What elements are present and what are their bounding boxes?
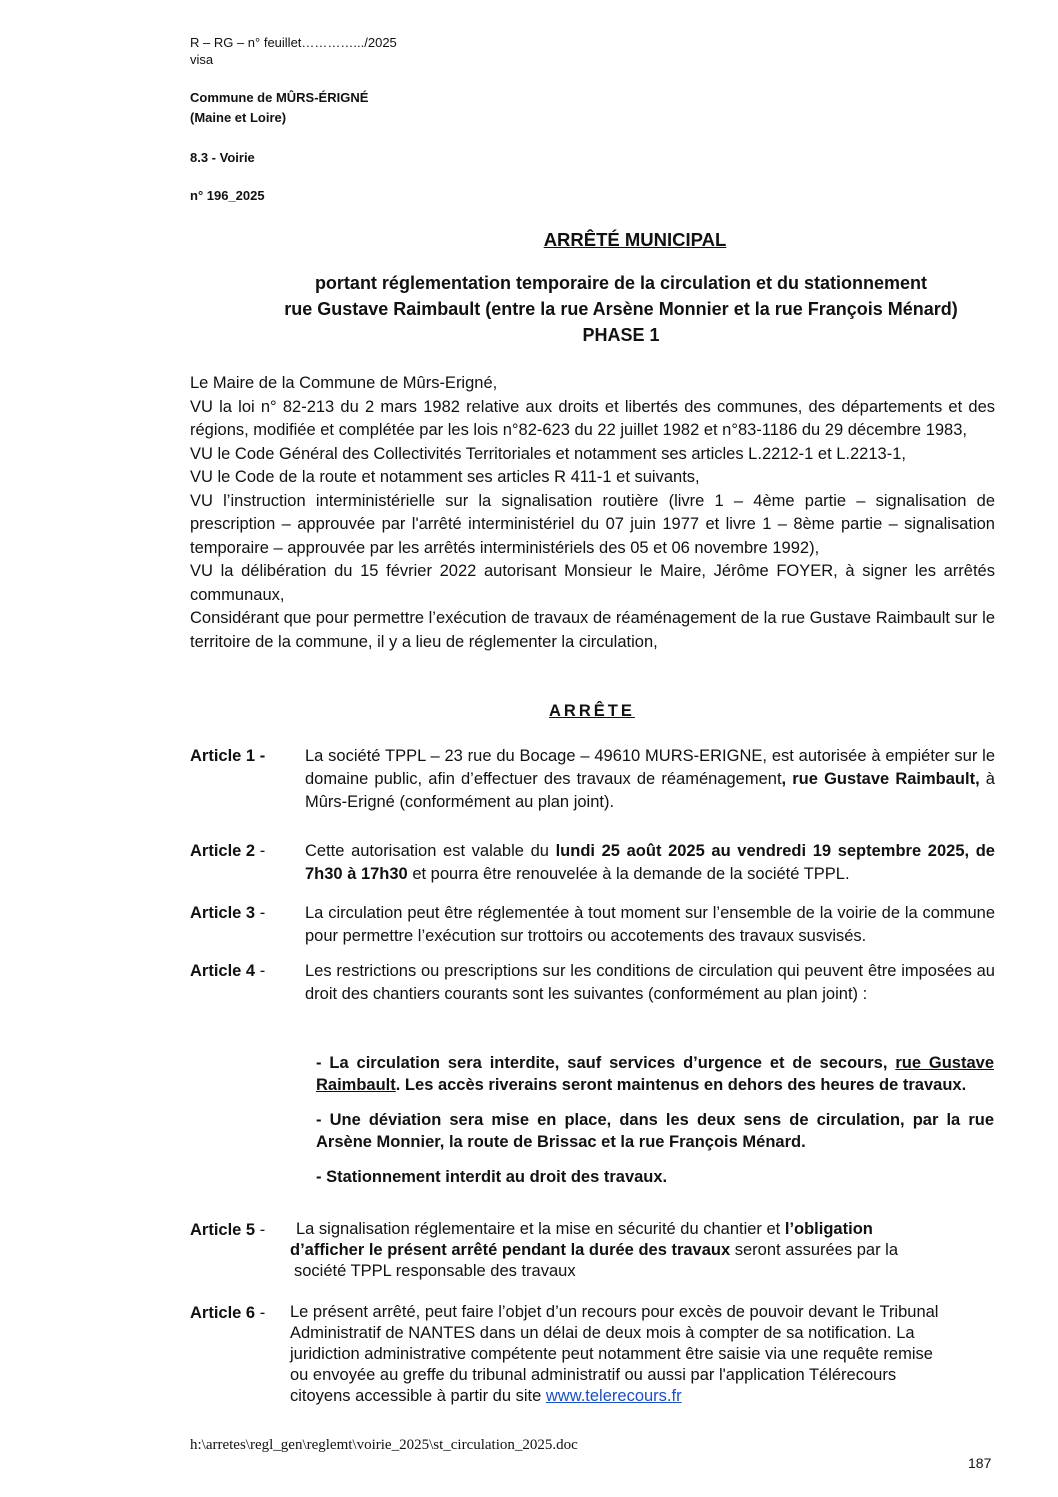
article-6-body: Le présent arrêté, peut faire l’objet d’un recours pour excès de pouvoir devant le Tribunal Administratif de NANTES dans un délai de deux mois à compter de sa notification. La juridiction administrative compétente peut notamment être saisie via une requête remise ou envoyée au greffe du tribunal administratif ou aussi par l'application Télérecours citoyens accessible à partir du site www.telerecours.fr (290, 1303, 939, 1405)
preamble-vu-loi: VU la loi n° 82-213 du 2 mars 1982 relative aux droits et libertés des communes, des départements et des régions, modifiée et complétée par les lois n°82-623 du 22 juillet 1982 et n°83-1186 du 29 décembre 1983, (190, 397, 995, 439)
preamble-vu-cgct: VU le Code Général des Collectivités Territoriales et notamment ses articles L.2212-1 et L.2213-1, (190, 444, 906, 463)
preamble-vu-deliberation: VU la délibération du 15 février 2022 autorisant Monsieur le Maire, Jérôme FOYER, à signer les arrêtés communaux, (190, 562, 995, 604)
phase-label: PHASE 1 (582, 325, 660, 345)
preamble-vu-instruction: VU l’instruction interministérielle sur la signalisation routière (livre 1 – 4ème partie – signalisation de prescription – approuvée par l'arrêté interministériel du 07 juin 1977 et livre 1 – 8ème partie – signalisation temporaire – approuvée par les arrêtés interministériels des 05 et 06 novembre 1992), (190, 491, 995, 557)
article-4-body: Les restrictions ou prescriptions sur les conditions de circulation qui peuvent être imposées au droit des chantiers courants sont les suivantes (conformément au plan joint) : (305, 962, 995, 1003)
subtitle-line-1: portant réglementation temporaire de la circulation et du stationnement (314, 273, 928, 293)
article-5-body: La signalisation réglementaire et la mise en sécurité du chantier et l’obligation d’afficher le présent arrêté pendant la durée des travaux seront assurées par la société TPPL responsable des travaux (290, 1220, 899, 1280)
preamble-considerant: Considérant que pour permettre l’exécution de travaux de réaménagement de la rue Gustave Raimbault sur le territoire de la commune, il y a lieu de réglementer la circulation, (190, 609, 995, 651)
article-4-rules (316, 1052, 994, 1201)
rule-1: - La circulation sera interdite, sauf services d’urgence et de secours, rue Gustave Raimbault. Les accès riverains seront maintenus en dehors des heures de travaux. (316, 1054, 994, 1094)
article-3-body: La circulation peut être réglementée à tout moment sur l’ensemble de la voirie de la commune pour permettre l’exécution sur trottoirs ou accotements des travaux susvisés. (305, 904, 995, 945)
department-name: (Maine et Loire) (190, 110, 287, 125)
article-1-body: La société TPPL – 23 rue du Bocage – 49610 MURS-ERIGNE, est autorisée à empiéter sur le domaine public, afin d’effectuer des travaux de réaménagement, rue Gustave Raimbault, à Mûrs-Erigné (conformément au plan joint). (305, 747, 995, 811)
category: 8.3 - Voirie (190, 150, 255, 165)
preamble-mayor: Le Maire de la Commune de Mûrs-Erigné, (190, 374, 498, 392)
commune-name: Commune de MÛRS-ÉRIGNÉ (190, 90, 369, 105)
telerecours-link[interactable]: www.telerecours.fr (545, 1387, 682, 1405)
page-number: 187 (968, 1455, 992, 1471)
preamble (190, 372, 995, 654)
article-3-label: Article 3 - (190, 904, 266, 922)
rule-2: - Une déviation sera mise en place, dans les deux sens de circulation, par la rue Arsène Monnier, la route de Brissac et la rue François Ménard. (316, 1111, 994, 1151)
arrete-heading: ARRÊTE (549, 702, 635, 720)
article-6-label: Article 6 - (190, 1304, 266, 1322)
article-2-body: Cette autorisation est valable du lundi 25 août 2025 au vendredi 19 septembre 2025, de 7h30 à 17h30 et pourra être renouvelée à la demande de la société TPPL. (305, 842, 995, 883)
rule-3: - Stationnement interdit au droit des travaux. (316, 1168, 668, 1186)
article-4-label: Article 4 - (190, 962, 266, 980)
preamble-vu-route: VU le Code de la route et notamment ses articles R 411-1 et suivants, (190, 468, 700, 486)
article-5-label: Article 5 - (190, 1221, 266, 1239)
main-title: ARRÊTÉ MUNICIPAL (543, 229, 727, 250)
reference-line: R – RG – n° feuillet………….../2025 (190, 35, 397, 50)
subtitle-line-2: rue Gustave Raimbault (entre la rue Arsène Monnier et la rue François Ménard) (284, 299, 958, 319)
article-1-label: Article 1 - (190, 747, 266, 765)
visa-line: visa (190, 52, 214, 67)
article-2-label: Article 2 - (190, 842, 266, 860)
file-path-footer: h:\arretes\regl_gen\reglemt\voirie_2025\st_circulation_2025.doc (190, 1437, 578, 1453)
arrete-number: n° 196_2025 (190, 188, 265, 203)
